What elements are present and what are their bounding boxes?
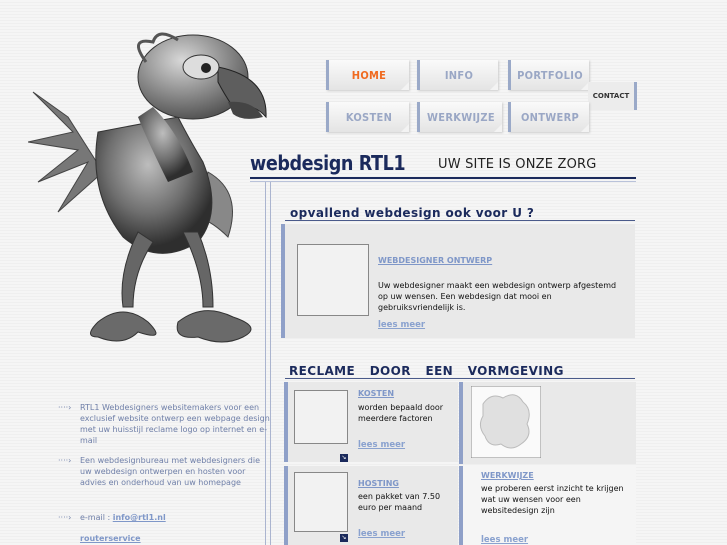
- section1-lees-meer-link[interactable]: lees meer: [378, 320, 426, 330]
- left-bureau-paragraph: ····› Een webdesignbureau met webdesigners die uw webdesign ontwerpen en hosten voor advies en onderhoud van uw homepage: [58, 456, 260, 487]
- nav-info-button[interactable]: INFO: [417, 60, 498, 90]
- arrow-bullet-icon: ····›: [58, 456, 72, 465]
- werkwijze-link[interactable]: WERKWIJZE: [481, 471, 534, 480]
- section2-heading-underline: [285, 378, 635, 379]
- section1-heading-underline: [285, 220, 635, 221]
- left-email-line: [58, 512, 272, 523]
- section1-text: Uw webdesigner maakt een webdesign ontwerp afgestemd op uw wensen. Een webdesign dat mooi en gebruiksvriendelijk is.: [378, 281, 617, 312]
- divider-vertical: [265, 182, 266, 545]
- hosting-thumbnail: [294, 472, 348, 532]
- section1-heading: opvallend webdesign ook voor U ?: [290, 206, 535, 220]
- hosting-text: een pakket van 7.50 euro per maand: [358, 492, 441, 512]
- hosting-arrow-icon[interactable]: ↘: [341, 534, 347, 541]
- nav-contact-button[interactable]: CONTACT: [588, 82, 637, 110]
- kosten-thumbnail: [294, 390, 348, 444]
- site-slogan: UW SITE IS ONZE ZORG: [438, 157, 597, 172]
- kosten-link[interactable]: KOSTEN: [358, 389, 395, 398]
- werkwijze-map-image: [471, 386, 541, 458]
- kosten-lees-meer-link[interactable]: lees meer: [358, 440, 406, 450]
- site-title: webdesign RTL1: [250, 151, 406, 175]
- hosting-panel: [284, 466, 458, 545]
- werkwijze-panel: [459, 466, 636, 545]
- bird-mascot-image: [28, 22, 273, 352]
- nav-kosten-button[interactable]: KOSTEN: [326, 102, 409, 132]
- divider-vertical: [270, 182, 271, 545]
- hosting-link[interactable]: HOSTING: [358, 479, 399, 488]
- email-link[interactable]: info@rtl1.nl: [112, 513, 166, 522]
- webdesigner-ontwerp-link[interactable]: WEBDESIGNER ONTWERP: [378, 256, 493, 265]
- kosten-text: worden bepaald door meerdere factoren: [358, 403, 444, 423]
- kosten-panel: [284, 382, 458, 462]
- router-line: [62, 533, 272, 544]
- section1-thumbnail: [297, 244, 369, 316]
- nav-ontwerp-button[interactable]: ONTWERP: [508, 102, 589, 132]
- header-rule-thin: [250, 181, 636, 182]
- nav-werkwijze-button[interactable]: WERKWIJZE: [417, 102, 502, 132]
- section1-panel: [281, 224, 635, 338]
- nav-portfolio-button[interactable]: PORTFOLIO: [508, 60, 589, 90]
- werkwijze-text: we proberen eerst inzicht te krijgen wat uw wensen voor een websitedesign zijn: [481, 484, 624, 515]
- arrow-bullet-icon: ····›: [58, 403, 72, 412]
- hosting-lees-meer-link[interactable]: lees meer: [358, 529, 406, 539]
- email-label: e-mail :: [80, 513, 111, 522]
- section2-heading: RECLAME DOOR EEN VORMGEVING: [289, 364, 564, 378]
- kosten-arrow-icon[interactable]: ↘: [341, 454, 347, 461]
- werkwijze-lees-meer-link[interactable]: lees meer: [481, 535, 529, 545]
- left-intro-paragraph: ····› RTL1 Webdesigners websitemakers voor een exclusief website ontwerp een webpage design met uw huisstijl reclame logo op internet en e-mail: [58, 403, 270, 445]
- routerservice-link[interactable]: routerservice: [80, 534, 141, 543]
- werkwijze-image-panel: [459, 382, 636, 464]
- arrow-bullet-icon: ····›: [58, 513, 72, 522]
- header-rule: [250, 177, 636, 179]
- nav-home-button[interactable]: HOME: [326, 60, 409, 90]
